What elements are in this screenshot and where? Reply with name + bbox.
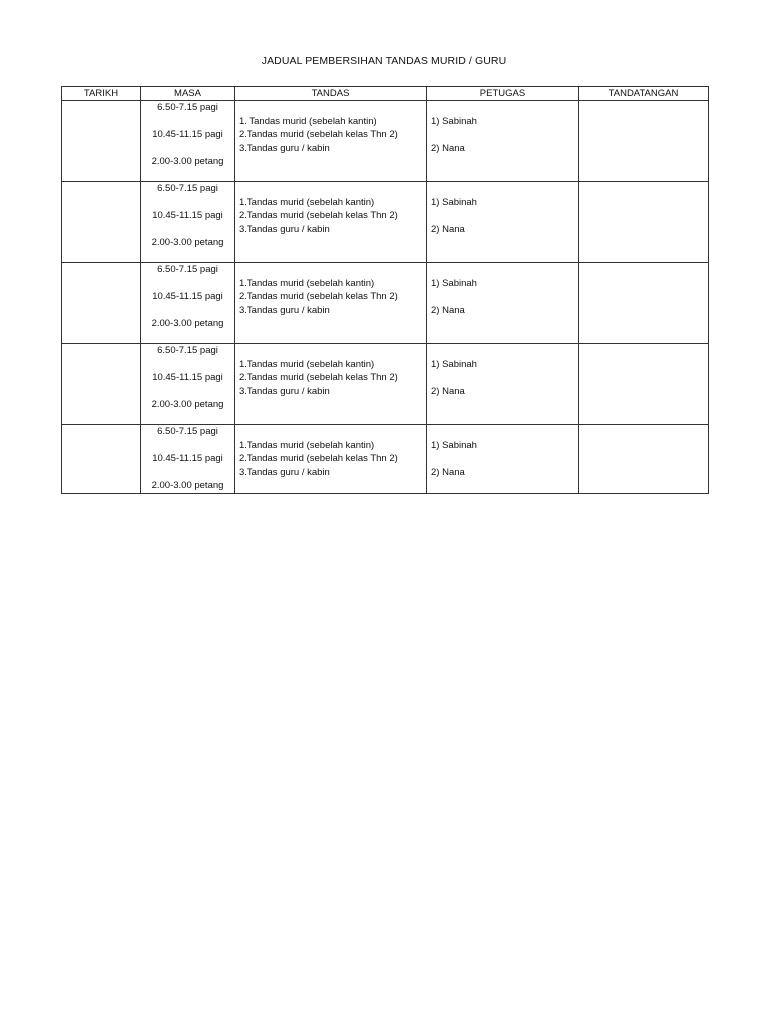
time-slot-morning: 6.50-7.15 pagi — [157, 102, 218, 113]
toilet-item: 1.Tandas murid (sebelah kantin) — [239, 358, 375, 370]
cell-tandatangan — [579, 425, 709, 494]
time-slot-afternoon: 2.00-3.00 petang — [151, 318, 224, 329]
time-slot-afternoon: 2.00-3.00 petang — [151, 156, 224, 167]
staff-name: 2) Nana — [431, 304, 465, 316]
header-petugas: PETUGAS — [427, 87, 579, 101]
time-slot-morning: 6.50-7.15 pagi — [157, 183, 218, 194]
cell-petugas — [427, 182, 579, 263]
table-row — [62, 263, 709, 344]
header-masa: MASA — [141, 87, 235, 101]
cell-tandatangan — [579, 344, 709, 425]
toilet-item: 1.Tandas murid (sebelah kantin) — [239, 277, 375, 289]
table-row — [62, 101, 709, 182]
table-row — [62, 425, 709, 494]
cell-tandas — [235, 344, 427, 425]
staff-name: 2) Nana — [431, 466, 465, 478]
cell-petugas — [427, 263, 579, 344]
time-slot-midday: 10.45-11.15 pagi — [152, 291, 223, 302]
time-slot-midday: 10.45-11.15 pagi — [152, 129, 223, 140]
cleaning-schedule-table — [61, 86, 709, 494]
cell-masa — [141, 344, 235, 425]
staff-name: 2) Nana — [431, 223, 465, 235]
document-title: JADUAL PEMBERSIHAN TANDAS MURID / GURU — [261, 55, 507, 67]
time-slot-morning: 6.50-7.15 pagi — [157, 426, 218, 437]
cell-tarikh — [62, 344, 141, 425]
cell-masa — [141, 101, 235, 182]
time-slot-afternoon: 2.00-3.00 petang — [151, 237, 224, 248]
toilet-item: 2.Tandas murid (sebelah kelas Thn 2) — [239, 210, 398, 221]
header-tarikh: TARIKH — [62, 87, 141, 101]
time-slot-midday: 10.45-11.15 pagi — [152, 372, 223, 383]
cell-masa — [141, 425, 235, 494]
toilet-item: 1. Tandas murid (sebelah kantin) — [239, 115, 377, 127]
toilet-item: 3.Tandas guru / kabin — [239, 142, 330, 154]
time-slot-midday: 10.45-11.15 pagi — [152, 210, 223, 221]
toilet-item: 3.Tandas guru / kabin — [239, 385, 330, 397]
cell-petugas — [427, 101, 579, 182]
time-slot-morning: 6.50-7.15 pagi — [157, 264, 218, 275]
toilet-item: 1.Tandas murid (sebelah kantin) — [239, 439, 375, 451]
time-slot-midday: 10.45-11.15 pagi — [152, 453, 223, 464]
time-slot-morning: 6.50-7.15 pagi — [157, 345, 218, 356]
toilet-item: 3.Tandas guru / kabin — [239, 466, 330, 478]
table-row — [62, 344, 709, 425]
toilet-item: 2.Tandas murid (sebelah kelas Thn 2) — [239, 129, 398, 140]
table-row — [62, 182, 709, 263]
time-slot-afternoon: 2.00-3.00 petang — [151, 480, 224, 491]
cell-tandatangan — [579, 101, 709, 182]
toilet-item: 3.Tandas guru / kabin — [239, 304, 330, 316]
table-header-row — [62, 87, 709, 101]
cell-masa — [141, 263, 235, 344]
staff-name: 2) Nana — [431, 385, 465, 397]
cell-tarikh — [62, 263, 141, 344]
cell-tarikh — [62, 182, 141, 263]
toilet-item: 1.Tandas murid (sebelah kantin) — [239, 196, 375, 208]
toilet-item: 3.Tandas guru / kabin — [239, 223, 330, 235]
header-tandatangan: TANDATANGAN — [579, 87, 709, 101]
cell-tarikh — [62, 101, 141, 182]
header-tandas: TANDAS — [235, 87, 427, 101]
staff-name: 1) Sabinah — [431, 196, 477, 208]
cell-petugas — [427, 344, 579, 425]
staff-name: 2) Nana — [431, 142, 465, 154]
cell-masa — [141, 182, 235, 263]
cell-petugas — [427, 425, 579, 494]
cell-tandas — [235, 425, 427, 494]
staff-name: 1) Sabinah — [431, 277, 477, 289]
cell-tandatangan — [579, 182, 709, 263]
cell-tandatangan — [579, 263, 709, 344]
toilet-item: 2.Tandas murid (sebelah kelas Thn 2) — [239, 372, 398, 383]
staff-name: 1) Sabinah — [431, 358, 477, 370]
cell-tandas — [235, 101, 427, 182]
toilet-item: 2.Tandas murid (sebelah kelas Thn 2) — [239, 291, 398, 302]
cell-tarikh — [62, 425, 141, 494]
cell-tandas — [235, 182, 427, 263]
toilet-item: 2.Tandas murid (sebelah kelas Thn 2) — [239, 453, 398, 464]
staff-name: 1) Sabinah — [431, 115, 477, 127]
staff-name: 1) Sabinah — [431, 439, 477, 451]
time-slot-afternoon: 2.00-3.00 petang — [151, 399, 224, 410]
cell-tandas — [235, 263, 427, 344]
